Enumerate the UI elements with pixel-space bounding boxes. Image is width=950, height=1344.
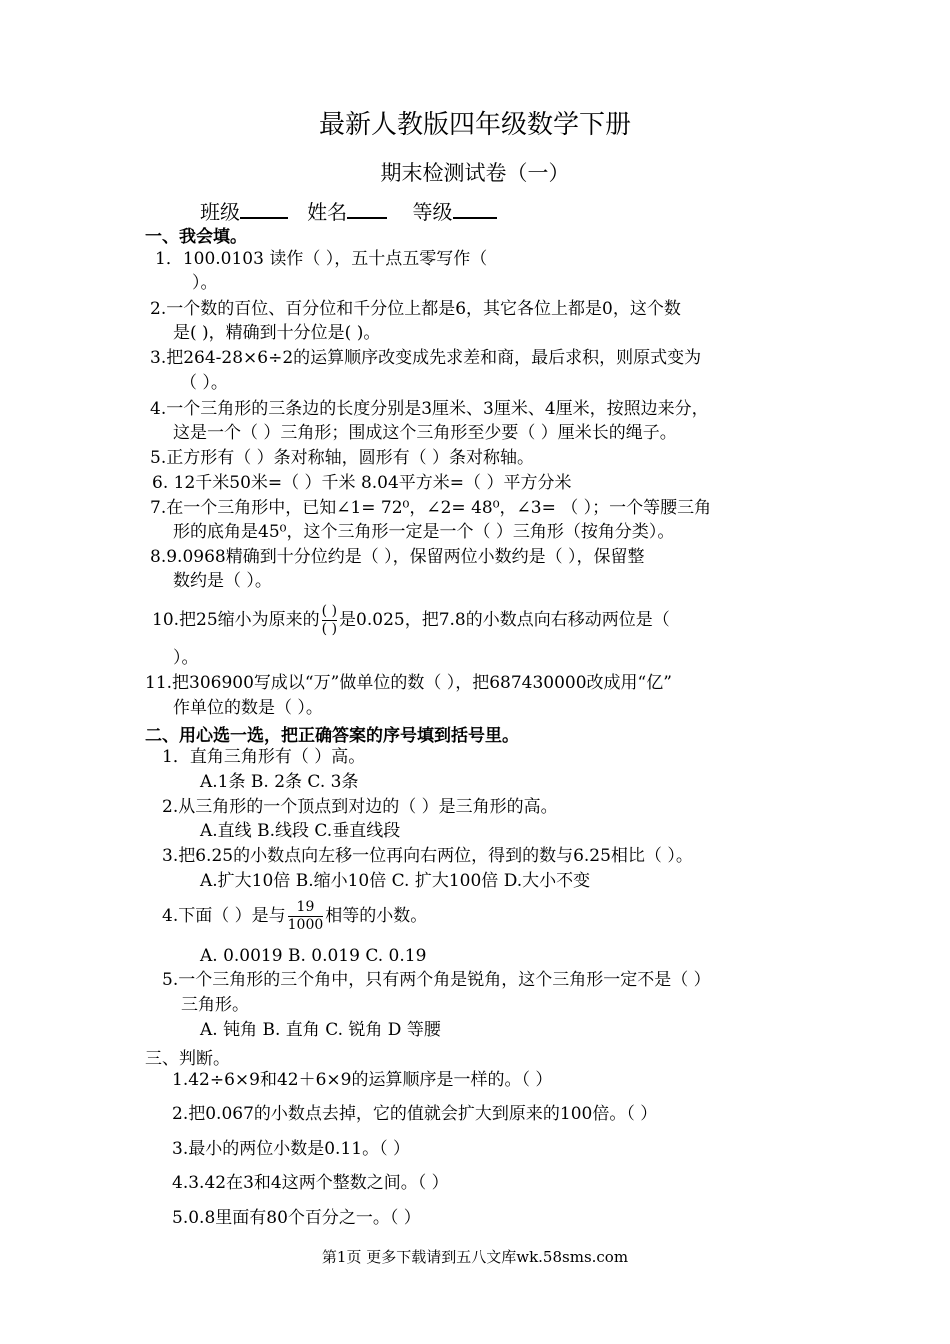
q2-4-frac-num: 19 <box>296 899 315 915</box>
q2-2-options: A.直线 B.线段 C.垂直线段 <box>200 821 401 841</box>
student-info-row <box>200 196 497 225</box>
q1-8-line-2: 数约是（ ）。 <box>173 571 272 591</box>
grade-blank[interactable] <box>453 199 497 219</box>
q1-4-line: 4.一个三角形的三条边的长度分别是3厘米、3厘米、4厘米，按照边来分， <box>150 399 709 419</box>
q2-4-before: 4.下面（ ）是与 <box>162 906 286 926</box>
q1-8-line: 8.9.0968精确到十分位约是（ ），保留两位小数约是（ ），保留整 <box>150 547 645 567</box>
q1-7-line: 7.在一个三角形中，已知∠1= 72⁰，∠2= 48⁰，∠3= （ ）；一个等腰三角 <box>150 498 712 518</box>
q2-4-options: A. 0.0019 B. 0.019 C. 0.19 <box>200 946 427 966</box>
q1-10-fraction <box>322 603 337 638</box>
q3-2-line: 2.把0.067的小数点去掉，它的值就会扩大到原来的100倍。（ ） <box>172 1104 658 1124</box>
q2-5-options: A. 钝角 B. 直角 C. 锐角 D 等腰 <box>200 1020 441 1040</box>
page-subtitle: 期末检测试卷（一） <box>380 161 570 185</box>
q2-4-frac-den: 1000 <box>287 917 324 933</box>
grade-label: 等级 <box>412 200 453 224</box>
q2-1-line: 1．直角三角形有（ ）高。 <box>162 747 366 767</box>
q2-3-line: 3.把6.25的小数点向左移一位再向右两位，得到的数与6.25相比（ ）。 <box>162 846 693 866</box>
page-title: 最新人教版四年级数学下册 <box>318 110 631 140</box>
q1-4-line-2: 这是一个（ ）三角形；围成这个三角形至少要（ ）厘米长的绳子。 <box>173 423 677 443</box>
section-1-heading: 一、我会填。 <box>145 227 247 247</box>
q1-10-after: 是0.025，把7.8的小数点向右移动两位是（ <box>339 610 670 630</box>
name-blank[interactable] <box>347 199 387 219</box>
q1-7-line-2: 形的底角是45⁰，这个三角形一定是一个（ ）三角形（按角分类）。 <box>173 522 675 542</box>
q1-1-line: 1．100.0103 读作（ ），五十点五零写作（ <box>155 249 488 269</box>
q3-3-line: 3.最小的两位小数是0.11。（ ） <box>172 1139 410 1159</box>
q1-10-frac-bottom: ( ) <box>321 621 338 637</box>
q1-10-frac-top: ( ) <box>321 603 338 619</box>
q2-4-after: 相等的小数。 <box>325 906 428 926</box>
q1-11-line-2: 作单位的数是（ ）。 <box>173 698 323 718</box>
q2-5-line: 5.一个三角形的三个角中，只有两个角是锐角，这个三角形一定不是（ ） <box>162 970 711 990</box>
q1-11-line: 11.把306900写成以“万”做单位的数（ ），把687430000改成用“亿” <box>145 673 672 693</box>
q2-3-options: A.扩大10倍 B.缩小10倍 C. 扩大100倍 D.大小不变 <box>200 871 591 891</box>
page-footer: 第1页 更多下载请到五八文库wk.58sms.com <box>321 1248 629 1266</box>
q2-2-line: 2.从三角形的一个顶点到对边的（ ）是三角形的高。 <box>162 797 558 817</box>
q2-4-line <box>162 896 427 936</box>
q1-3-line: 3.把264-28×6÷2的运算顺序改变成先求差和商，最后求积，则原式变为 <box>150 348 702 368</box>
q1-3-line-2: （ ）。 <box>180 373 228 393</box>
q2-5-line-2: 三角形。 <box>181 995 249 1015</box>
q1-6-line: 6. 12千米50米=（ ）千米 8.04平方米=（ ）平方分米 <box>152 473 572 493</box>
q1-10-line <box>152 600 670 640</box>
section-2-heading: 二、用心选一选，把正确答案的序号填到括号里。 <box>145 726 519 746</box>
q1-10-before: 10.把25缩小为原来的 <box>152 610 320 630</box>
q1-5-line: 5.正方形有（ ）条对称轴，圆形有（ ）条对称轴。 <box>150 448 535 468</box>
q1-1-line-2: ）。 <box>192 273 218 293</box>
q3-1-line: 1.42÷6×9和42＋6×9的运算顺序是一样的。（ ） <box>172 1070 553 1090</box>
class-blank[interactable] <box>240 199 288 219</box>
name-label: 姓名 <box>307 200 348 224</box>
q3-5-line: 5.0.8里面有80个百分之一。（ ） <box>172 1208 421 1228</box>
q1-10-line-2: ）。 <box>173 648 199 668</box>
q3-4-line: 4.3.42在3和4这两个整数之间。（ ） <box>172 1173 449 1193</box>
q1-2-line: 2.一个数的百位、百分位和千分位上都是6，其它各位上都是0，这个数 <box>150 299 681 319</box>
class-label: 班级 <box>200 200 240 224</box>
q2-4-fraction <box>288 899 324 934</box>
q2-1-options: A.1条 B. 2条 C. 3条 <box>200 772 359 792</box>
q1-2-line-2: 是( )，精确到十分位是( )。 <box>173 323 381 343</box>
section-3-heading: 三、判断。 <box>145 1049 230 1069</box>
